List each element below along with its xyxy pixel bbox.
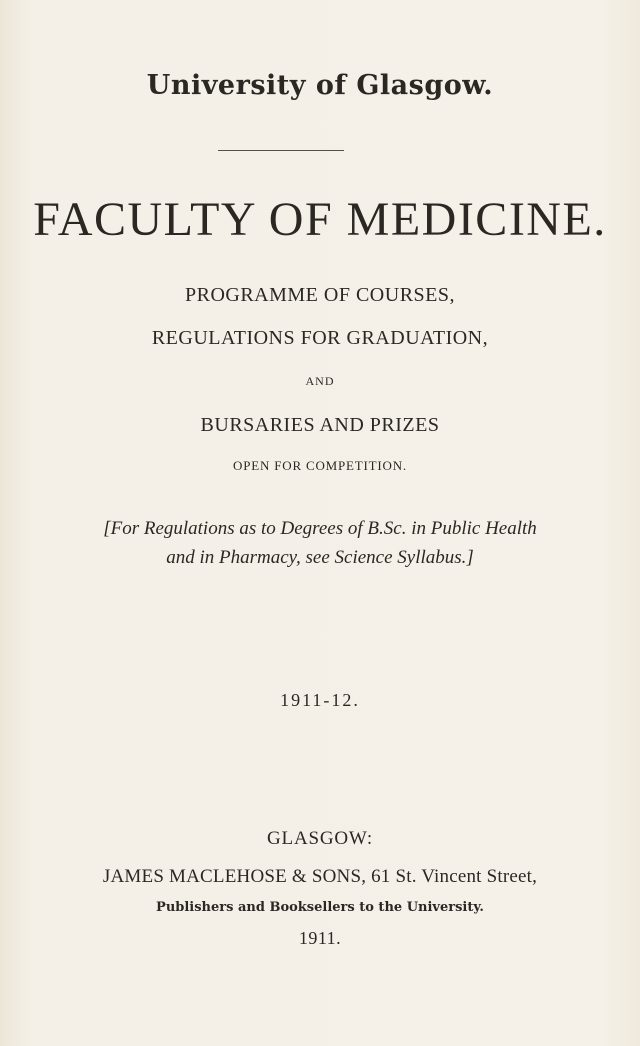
contents-conjunction: AND (305, 374, 335, 388)
session-year: 1911-12. (280, 690, 360, 710)
note-line-2: and in Pharmacy, see Science Syllabus.] (166, 547, 474, 568)
imprint-role: Publishers and Booksellers to the University. (156, 900, 484, 915)
faculty-title: FACULTY OF MEDICINE. (33, 193, 607, 246)
divider-rule (218, 150, 344, 151)
contents-line-open: OPEN FOR COMPETITION. (233, 458, 407, 473)
university-heading: University of Glasgow. (146, 70, 494, 101)
imprint-year: 1911. (298, 928, 342, 948)
contents-line-bursaries: BURSARIES AND PRIZES (200, 414, 440, 436)
imprint-publisher: JAMES MACLEHOSE & SONS, 61 St. Vincent Street, (102, 866, 538, 887)
imprint-place: GLASGOW: (267, 828, 373, 849)
note-line-1: [For Regulations as to Degrees of B.Sc. in Public Health (103, 518, 537, 539)
contents-line-programme: PROGRAMME OF COURSES, (184, 284, 455, 306)
contents-line-regulations: REGULATIONS FOR GRADUATION, (151, 327, 489, 349)
